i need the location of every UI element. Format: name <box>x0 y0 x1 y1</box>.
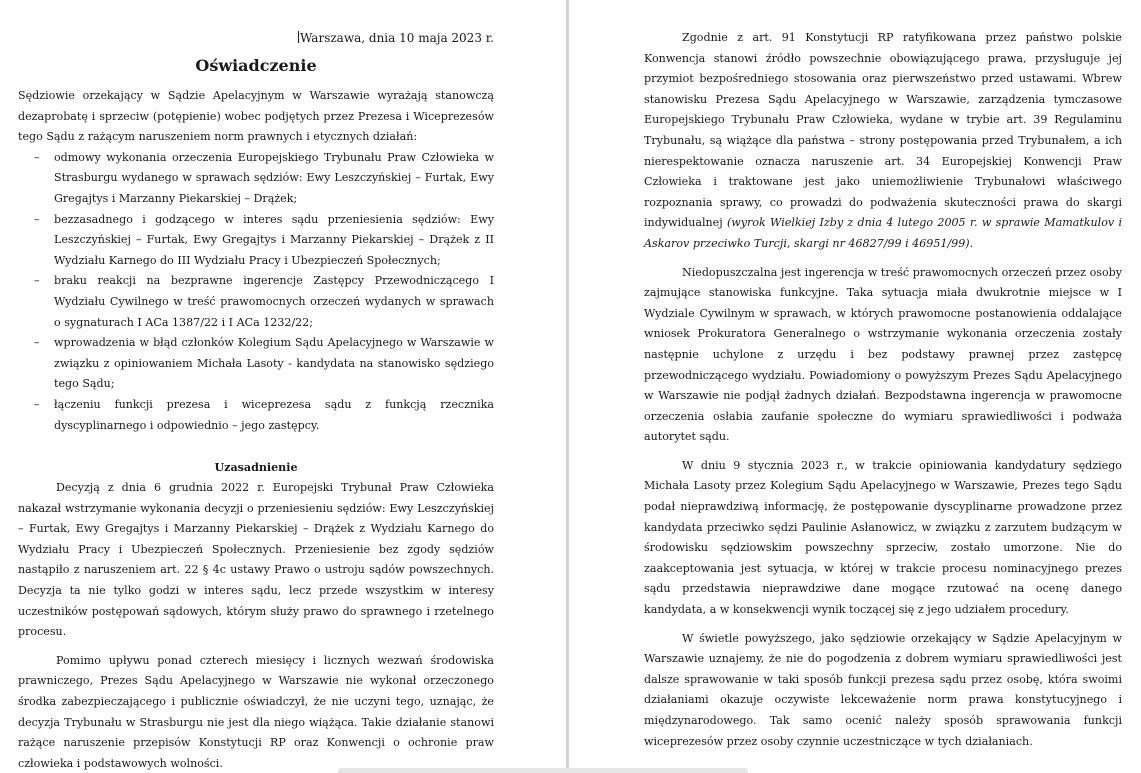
dash-bullet: – <box>34 212 40 226</box>
list-item-text: łączeniu funkcji prezesa i wiceprezesa sądu z funkcją rzecznika dyscyplinarnego i odpowiednio – jego zastępcy. <box>54 397 494 432</box>
body-paragraph: W świetle powyższego, jako sędziowie orzekający w Sądzie Apelacyjnym w Warszawie uznajemy, że nie do pogodzenia z dobrem wymiaru sprawiedliwości jest dalsze sprawowanie w taki sposób funkcji prezesa sądu przez osobę, która swoimi działaniami okazuje oczywiste lekceważenie norm prawa konstytucyjnego i międzynarodowego. Tak samo ocenić należy sposób sprawowania funkcji wiceprezesów przez osoby czynnie uczestniczące w tych działaniach. <box>644 631 1122 748</box>
paragraph-text: Zgodnie z art. 91 Konstytucji RP ratyfikowana przez państwo polskie Konwencja stanowi źródło powszechnie obowiązującego prawa, przysługuje jej przymiot bezpośredniego stosowania oraz pierwszeństwo przed ustawami. Wbrew stanowisku Prezesa Sądu Apelacyjnego w Warszawie, zarządzenia tymczasowe Europejskiego Trybunału Praw Człowieka, wydane w trybie art. 39 Regulaminu Trybunału, są wiążące dla państwa – strony postępowania przed Trybunałem, a ich nierespektowanie oznacza naruszenie art. 34 Europejskiej Konwencji Praw Człowieka i traktowane jest jako uniemożliwienie Trybunałowi właściwego rozpoznania sprawy, co prowadzi do podważenia skuteczności prawa do skargi indywidualnej <box>644 31 1122 230</box>
body-paragraph <box>644 28 1122 255</box>
dash-bullet: – <box>34 397 40 411</box>
body-paragraph: Niedopuszczalna jest ingerencja w treść prawomocnych orzeczeń przez osoby zajmujące stanowiska funkcyjne. Taka sytuacja miała dwukrotnie miejsce w I Wydziale Cywilnym w sprawach, w których prawomocne postanowienia oddalające wniosek Prokuratora Generalnego o wstrzymanie wykonania orzeczenia zostały następnie uchylone z urzędu i bez podstawy prawnej przez zastępcę przewodniczącego wydziału. Powiadomiony o powyższym Prezes Sądu Apelacyjnego w Warszawie nie podjął żadnych działań. Bezpodstawna ingerencja w prawomocne orzeczenia osłabia zaufanie społeczne do wymiaru sprawiedliwości i podważa autorytet sądu. <box>644 265 1122 444</box>
section-heading: Uzasadnienie <box>214 461 298 475</box>
citation-text: (wyrok Wielkiej Izby z dnia 4 lutego 2005 r. w sprawie Mamatkulov i Askarov przeciwko Turcji, skargi nr 46827/99 i 46951/99). <box>644 216 1122 250</box>
body-paragraph: Pomimo upływu ponad czterech miesięcy i licznych wezwań środowiska prawniczego, Prezes Sądu Apelacyjnego w Warszawie nie wykonał orzeczonego środka zabezpieczającego i publicznie oświadczył, że nie uczyni tego, uznając, że decyzja Trybunału w Strasburgu nie jest dla niego wiążąca. Takie działanie stanowi rażące naruszenie przepisów Konstytucji RP oraz Konwencji o ochronie praw człowieka i podstawowych wolności. <box>18 653 494 770</box>
dash-bullet: – <box>34 336 40 350</box>
list-item <box>18 271 494 333</box>
horizontal-scrollbar[interactable] <box>338 768 748 773</box>
body-paragraph: Decyzją z dnia 6 grudnia 2022 r. Europejski Trybunał Praw Człowieka nakazał wstrzymanie wykonania decyzji o przeniesieniu sędziów: Ewy Leszczyńskiej – Furtak, Ewy Gregajtys i Marzanny Piekarskiej – Drążek z Wydziału Karnego do Wydziału Pracy i Ubezpieczeń Społecznych. Przeniesienie bez zgody sędziów nastąpiło z naruszeniem art. 22 § 4c ustawy Prawo o ustroju sądów powszechnych. Decyzja ta nie tylko godzi w interes sądu, lecz przede wszystkim w interesy uczestników postępowań sądowych, którym służy prawo do sprawnego i rzetelnego procesu. <box>18 481 494 639</box>
list-item <box>18 395 494 436</box>
list-item-text: odmowy wykonania orzeczenia Europejskiego Trybunału Praw Człowieka w Strasburgu wydanego w sprawach sędziów: Ewy Leszczyńskiej – Furtak, Ewy Gregajtys i Marzanny Piekarskiej – Drążek; <box>54 150 494 205</box>
list-item-text: wprowadzenia w błąd członków Kolegium Sądu Apelacyjnego w Warszawie w związku z opiniowaniem Michała Lasoty - kandydata na stanowisko sędziego tego Sądu; <box>54 336 494 391</box>
list-item-text: bezzasadnego i godzącego w interes sądu przeniesienia sędziów: Ewy Leszczyńskiej – Furtak, Ewy Gregajtys i Marzanny Piekarskiej – Drążek z II Wydziału Karnego do III Wydziału Pracy i Ubezpieczeń Społecznych; <box>54 212 494 267</box>
list-item <box>18 148 494 210</box>
document-page-right <box>569 0 1141 773</box>
list-item <box>18 210 494 272</box>
intro-paragraph: Sędziowie orzekający w Sądzie Apelacyjnym w Warszawie wyrażają stanowczą dezaprobatę i sprzeciw (potępienie) wobec podjętych przez Prezesa i Wiceprezesów tego Sądu z rażącym naruszeniem norm prawnych i etycznych działań: <box>18 89 494 144</box>
allegations-list <box>18 148 494 436</box>
dash-bullet: – <box>34 274 40 288</box>
dash-bullet: – <box>34 150 40 164</box>
body-paragraph: W dniu 9 stycznia 2023 r., w trakcie opiniowania kandydatury sędziego Michała Lasoty przez Kolegium Sądu Apelacyjnego w Warszawie, Prezes tego Sądu podał nieprawdziwą informację, że postępowanie dyscyplinarne prowadzone przez kandydata przeciwko sędzi Paulinie Asłanowicz, w związku z zarzutem budzącym w środowisku sędziowskim powszechny sprzeciw, zostało umorzone. Nie do zaakceptowania jest sytuacja, w której w trakcie procesu nominacyjnego prezes sądu przedstawia nieprawdziwe dane mogące rzutować na ocenę danego kandydata, a w konsekwencji wynik toczącej się z jego udziałem procedury. <box>644 458 1122 617</box>
page-left-content <box>18 28 494 773</box>
list-item-text: braku reakcji na bezprawne ingerencje Zastępcy Przewodniczącego I Wydziału Cywilnego w treść prawomocnych orzeczeń wydanych w sprawach o sygnaturach I ACa 1387/22 i I ACa 1232/22; <box>54 274 494 329</box>
list-item <box>18 333 494 395</box>
page-right-content <box>644 28 1122 752</box>
document-title: Oświadczenie <box>195 56 317 75</box>
document-date: Warszawa, dnia 10 maja 2023 r. <box>18 28 494 48</box>
document-page-left <box>0 0 566 773</box>
